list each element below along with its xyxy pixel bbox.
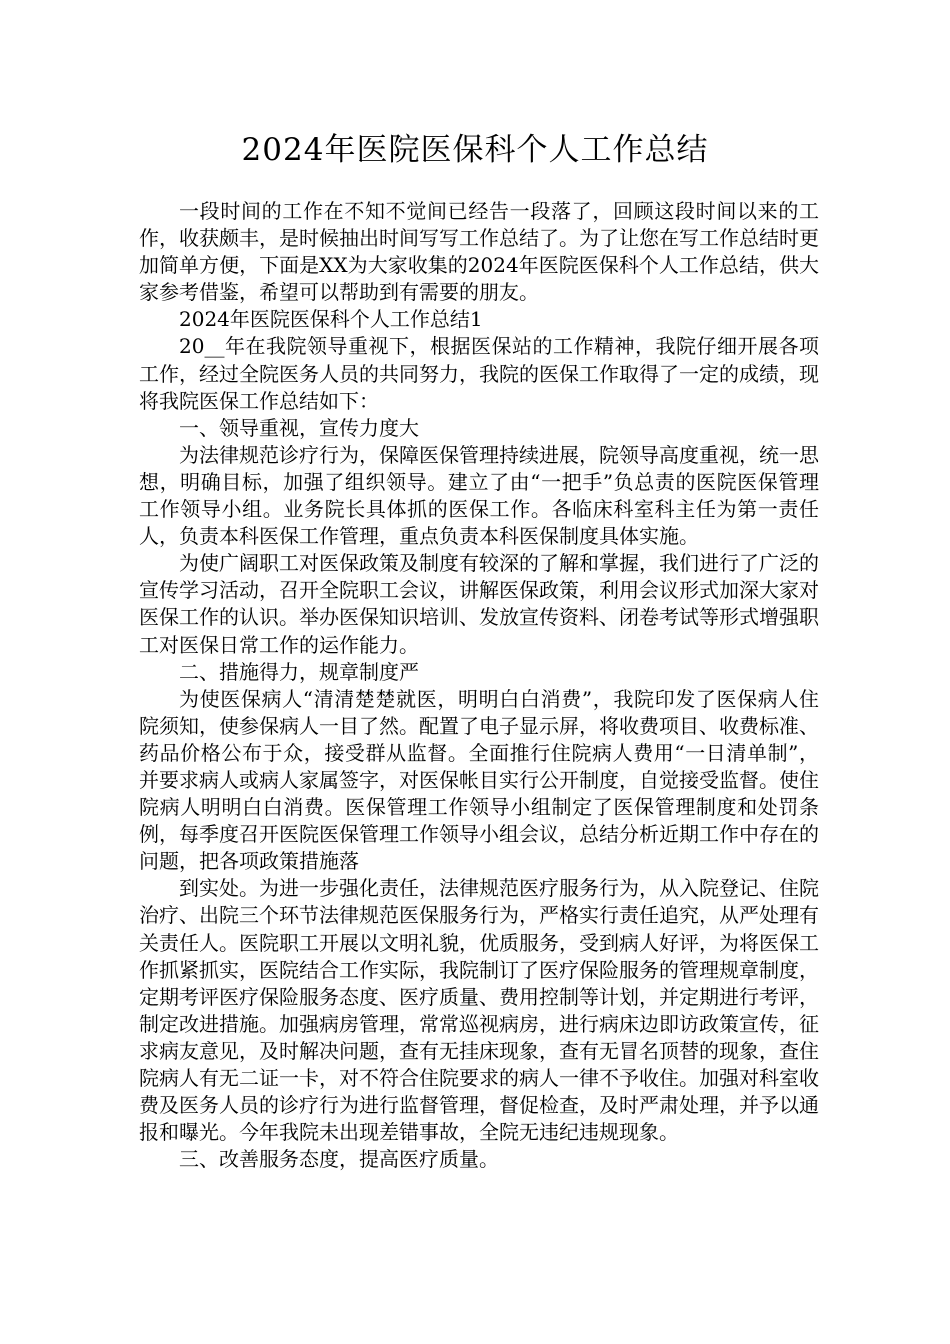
measures-paragraph: 为使医保病人“清清楚楚就医，明明白白消费”，我院印发了医保病人住院须知，使参保病人一目了然。配置了电子显示屏，将收费项目、收费标准、药品价格公布于众，接受群从监督。全面推行住院病人费用“一日清单制”，并要求病人或病人家属签字，对医保帐目实行公开制度，自觉接受监督。使住院病人明明白白消费。医保管理工作领导小组制定了医保管理制度和处罚条例，每季度召开医院医保管理工作领导小组会议，总结分析近期工作中存在的问题，把各项政策措施落	[139, 686, 819, 874]
section-heading-measures: 二、措施得力，规章制度严	[179, 659, 419, 684]
leadership-paragraph: 为法律规范诊疗行为，保障医保管理持续进展，院领导高度重视，统一思想，明确目标，加强了组织领导。建立了由“一把手”负总责的医院医保管理工作领导小组。业务院长具体抓的医保工作。各临床科室科主任为第一责任人，负责本科医保工作管理，重点负责本科医保制度具体实施。	[139, 442, 819, 549]
document-title: 2024年医院医保科个人工作总结	[241, 132, 709, 168]
summary-opening-paragraph: 20__年在我院领导重视下，根据医保站的工作精神，我院仔细开展各项工作，经过全院医务人员的共同努力，我院的医保工作取得了一定的成绩，现将我院医保工作总结如下：	[139, 334, 819, 413]
section-heading-summary-1: 2024年医院医保科个人工作总结1	[179, 307, 483, 332]
publicity-paragraph: 为使广阔职工对医保政策及制度有较深的了解和掌握，我们进行了广泛的宣传学习活动，召开全院职工会议，讲解医保政策，利用会议形式加深大家对医保工作的认识。举办医保知识培训、发放宣传资料、闭卷考试等形式增强职工对医保日常工作的运作能力。	[139, 551, 819, 657]
section-heading-service: 三、改善服务态度，提高医疗质量。	[179, 1147, 499, 1172]
implementation-paragraph: 到实处。为进一步强化责任，法律规范医疗服务行为，从入院登记、住院治疗、出院三个环节法律规范医保服务行为，严格实行责任追究，从严处理有关责任人。医院职工开展以文明礼貌，优质服务，受到病人好评，为将医保工作抓紧抓实，医院结合工作实际，我院制订了医疗保险服务的管理规章制度，定期考评医疗保险服务态度、医疗质量、费用控制等计划，并定期进行考评，制定改进措施。加强病房管理，常常巡视病房，进行病床边即访政策宣传，征求病友意见，及时解决问题，查有无挂床现象，查有无冒名顶替的现象，查住院病人有无二证一卡，对不符合住院要求的病人一律不予收住。加强对科室收费及医务人员的诊疗行为进行监督管理，督促检查，及时严肃处理，并予以通报和曝光。今年我院未出现差错事故，全院无违纪违规现象。	[139, 876, 819, 1145]
intro-paragraph: 一段时间的工作在不知不觉间已经告一段落了，回顾这段时间以来的工作，收获颇丰，是时候抽出时间写写工作总结了。为了让您在写工作总结时更加简单方便，下面是XX为大家收集的2024年医院医保科个人工作总结，供大家参考借鉴，希望可以帮助到有需要的朋友。	[139, 199, 819, 305]
document-body	[139, 198, 819, 1173]
section-heading-leadership: 一、领导重视，宣传力度大	[179, 415, 419, 440]
